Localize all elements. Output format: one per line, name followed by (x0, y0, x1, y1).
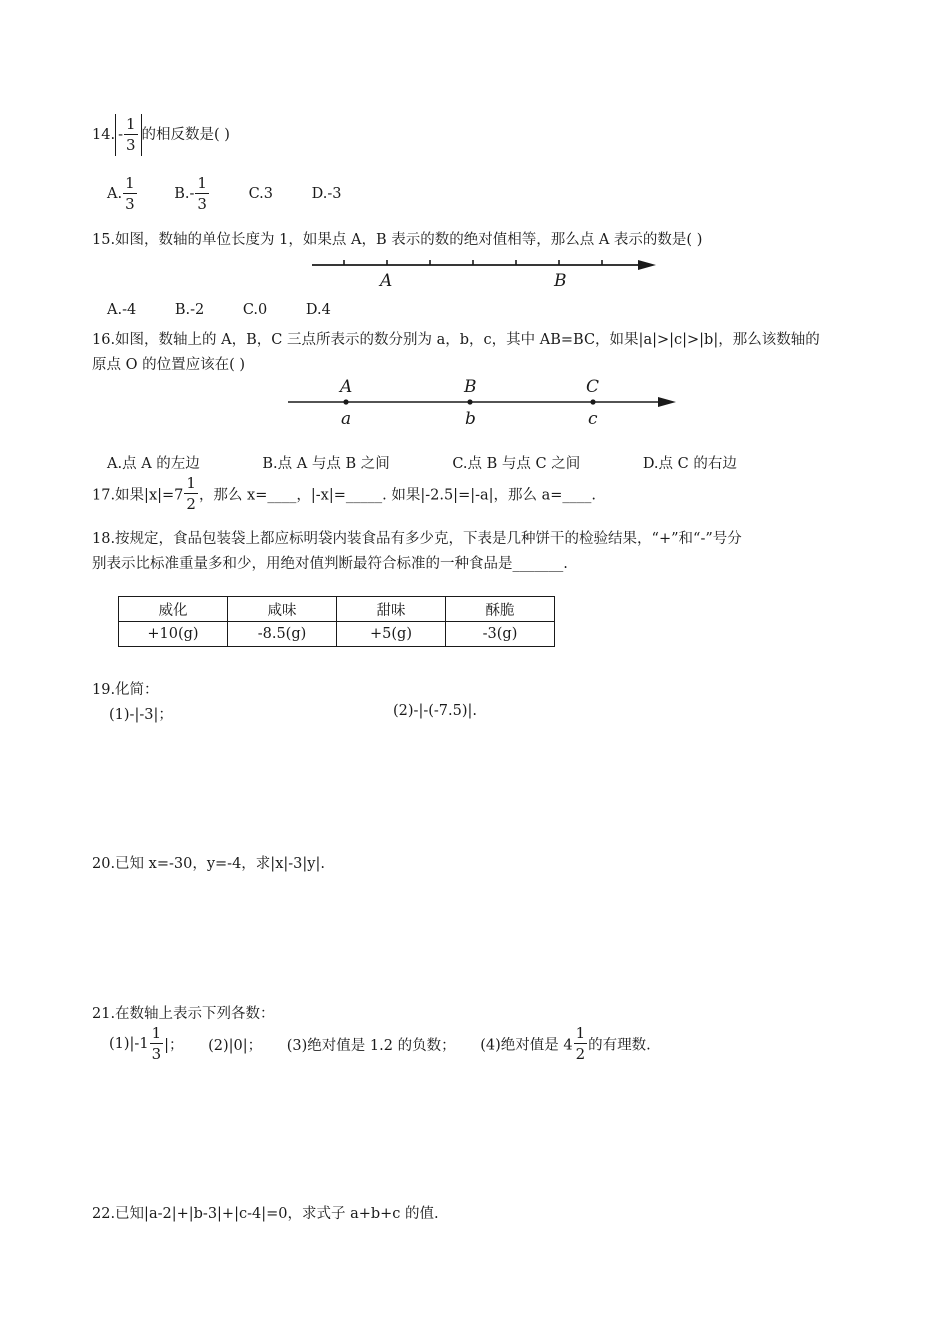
table-header-cell: 甜味 (337, 597, 446, 622)
q14-fraction: $\frac{1}{3}$ (125, 115, 136, 154)
q21-item4: (4)绝对值是 4 $\frac{1}{2}$ 的有理数. (480, 1024, 651, 1063)
q16-option-b: B.点 A 与点 B 之间 (262, 456, 390, 472)
q14-options (107, 176, 341, 212)
q20-text: 20.已知 x=-30，y=-4，求|x|-3|y|. (92, 856, 325, 872)
table-cell: +10(g) (119, 622, 228, 647)
q16-line2: 原点 O 的位置应该在( ) (92, 357, 246, 373)
q21-title: 21.在数轴上表示下列各数： (92, 1006, 275, 1022)
q19-title: 19.化简： (92, 682, 159, 698)
q16-line1: 16.如图，数轴上的 A，B，C 三点所表示的数分别为 a，b，c，其中 AB=BC，如果|a|>|c|>|b|，那么该数轴的 (92, 332, 820, 348)
q16-number-line (280, 374, 690, 432)
q16-point-b (467, 399, 472, 404)
q16-option-a: A.点 A 的左边 (107, 456, 200, 472)
table-cell: +5(g) (337, 622, 446, 647)
table-row (119, 622, 555, 647)
q18-line1: 18.按规定，食品包装袋上都应标明袋内装食品有多少克，下表是几种饼干的检验结果，“+”和“-”号分 (92, 531, 742, 547)
q16-value-c: c (588, 409, 598, 429)
q16-axis-arrow (658, 397, 676, 407)
q16-options (107, 452, 737, 473)
q15-options (107, 302, 331, 318)
q15-axis-arrow (638, 260, 656, 270)
q19-part2: (2)-|-(-7.5)|. (393, 703, 477, 719)
q18-line2: 别表示比标准重量多和少，用绝对值判断最符合标准的一种食品是_______. (92, 556, 568, 572)
table-header-cell: 咸味 (228, 597, 337, 622)
q16-point-c (590, 399, 595, 404)
q21-item3: (3)绝对值是 1.2 的负数； (286, 1037, 456, 1054)
q15-number-line (300, 252, 670, 292)
table-header-row (119, 597, 555, 622)
q16-label-C: C (586, 377, 600, 397)
q17-part2: ，那么 x=____，|-x|=_____. 如果|-2.5|=|-a|，那么 a=____. (198, 487, 597, 504)
q14-absolute-value: - $\frac{1}{3}$ (115, 114, 141, 156)
q15-option-b: B.-2 (174, 302, 205, 318)
question-17 (92, 476, 596, 512)
q15-label-a: A (380, 271, 393, 291)
q16-point-a (343, 399, 348, 404)
q21-item1: (1)|-1 $\frac{1}{3}$ |； (109, 1024, 184, 1063)
q22-text: 22.已知|a-2|+|b-3|+|c-4|=0，求式子 a+b+c 的值. (92, 1206, 439, 1222)
table-cell: -8.5(g) (228, 622, 337, 647)
q18-table (118, 596, 555, 647)
q17-part1: 17.如果|x|=7 (92, 487, 184, 504)
question-14 (92, 114, 230, 156)
q15-label-b: B (554, 271, 567, 291)
q14-prefix: 14. (92, 127, 116, 143)
q16-label-A: A (340, 377, 353, 397)
table-cell: -3(g) (446, 622, 555, 647)
q15-option-d: D.4 (305, 302, 331, 318)
q16-option-d: D.点 C 的右边 (642, 456, 737, 472)
q15-option-a: A.-4 (107, 302, 137, 318)
q15-text: 15.如图，数轴的单位长度为 1，如果点 A，B 表示的数的绝对值相等，那么点 A 表示的数是( ) (92, 232, 703, 248)
q14-option-d: D.-3 (311, 186, 342, 202)
q21-items (109, 1026, 651, 1062)
q17-fraction: $\frac{1}{2}$ (186, 474, 196, 513)
q14-option-c: C.3 (248, 186, 273, 202)
q14-text: 的相反数是( ) (141, 127, 230, 143)
table-header-cell: 酥脆 (446, 597, 555, 622)
q16-option-c: C.点 B 与点 C 之间 (452, 456, 581, 472)
q21-item2: (2)|0|； (208, 1037, 263, 1054)
q16-value-b: b (465, 409, 476, 429)
q16-value-a: a (341, 409, 352, 429)
q16-label-B: B (464, 377, 477, 397)
q19-part1: (1)-|-3|； (109, 707, 173, 723)
q14-option-a: A. $\frac{1}{3}$ (107, 174, 135, 213)
table-header-cell: 威化 (119, 597, 228, 622)
q14-option-b: B.- $\frac{1}{3}$ (174, 174, 207, 213)
q15-option-c: C.0 (242, 302, 268, 318)
